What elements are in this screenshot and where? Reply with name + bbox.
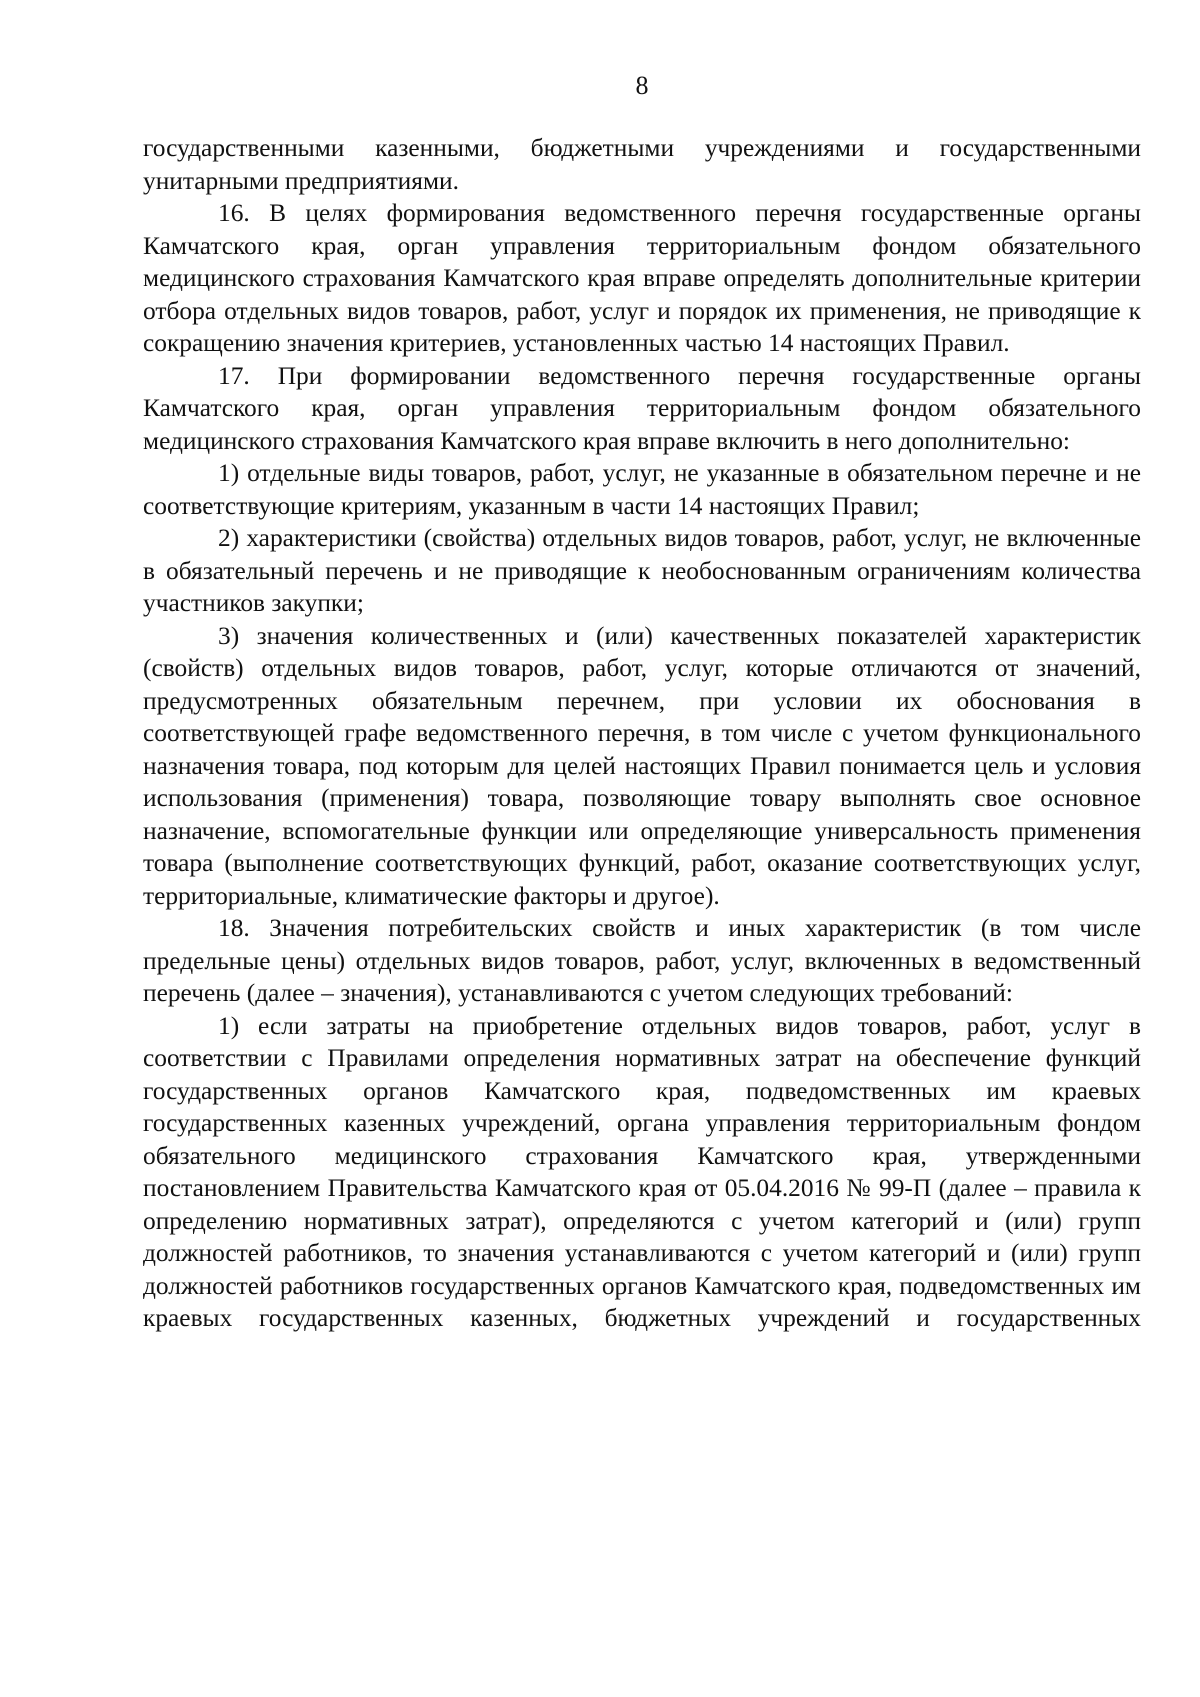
paragraph-item-16: 16. В целях формирования ведомственного перечня государственные органы Камчатского края, орган управления территориальным фондом обязательного медицинского страхования Камчатского края вправе определять дополнительные критерии отбора отдельных видов товаров, работ, услуг и порядок их применения, не приводящие к сокращению значения критериев, установленных частью 14 настоящих Правил. (143, 199, 1141, 357)
document-body (143, 132, 1141, 1335)
paragraph-item-17-sub-2: 2) характеристики (свойства) отдельных видов товаров, работ, услуг, не включенные в обязательный перечень и не приводящие к необоснованным ограничениям количества участников закупки; (143, 524, 1141, 617)
paragraph-continuation: государственными казенными, бюджетными учреждениями и государственными унитарными предприятиями. (143, 134, 1141, 195)
page-number: 8 (635, 71, 649, 100)
paragraph-item-18-sub-1: 1) если затраты на приобретение отдельных видов товаров, работ, услуг в соответствии с Правилами определения нормативных затрат на обеспечение функций государственных органов Камчатского края, подведомственных им краевых государственных казенных учреждений, органа управления территориальным фондом обязательного медицинского страхования Камчатского края, утвержденными постановлением Правительства Камчатского края от 05.04.2016 № 99-П (далее – правила к определению нормативных затрат), определяются с учетом категорий и (или) групп должностей работников, то значения устанавливаются с учетом категорий и (или) групп должностей работников государственных органов Камчатского края, подведомственных им краевых государственных казенных, бюджетных учреждений и государственных (143, 1011, 1141, 1332)
paragraph-item-18: 18. Значения потребительских свойств и иных характеристик (в том числе предельные цены) отдельных видов товаров, работ, услуг, включенных в ведомственный перечень (далее – значения), устанавливаются с учетом следующих требований: (143, 914, 1141, 1007)
paragraph-item-17: 17. При формировании ведомственного перечня государственные органы Камчатского края, орган управления территориальным фондом обязательного медицинского страхования Камчатского края вправе включить в него дополнительно: (143, 361, 1141, 455)
paragraph-item-17-sub-3: 3) значения количественных и (или) качественных показателей характеристик (свойств) отдельных видов товаров, работ, услуг, которые отличаются от значений, предусмотренных обязательным перечнем, при условии их обоснования в соответствующей графе ведомственного перечня, в том числе с учетом функционального назначения товара, под которым для целей настоящих Правил понимается цель и условия использования (применения) товара, позволяющие товару выполнять свое основное назначение, вспомогательные функции или определяющие универсальность применения товара (выполнение соответствующих функций, работ, оказание соответствующих услуг, территориальные, климатические факторы и другое). (143, 621, 1141, 910)
paragraph-item-17-sub-1: 1) отдельные виды товаров, работ, услуг, не указанные в обязательном перечне и не соответствующие критериям, указанным в части 14 настоящих Правил; (143, 459, 1141, 520)
